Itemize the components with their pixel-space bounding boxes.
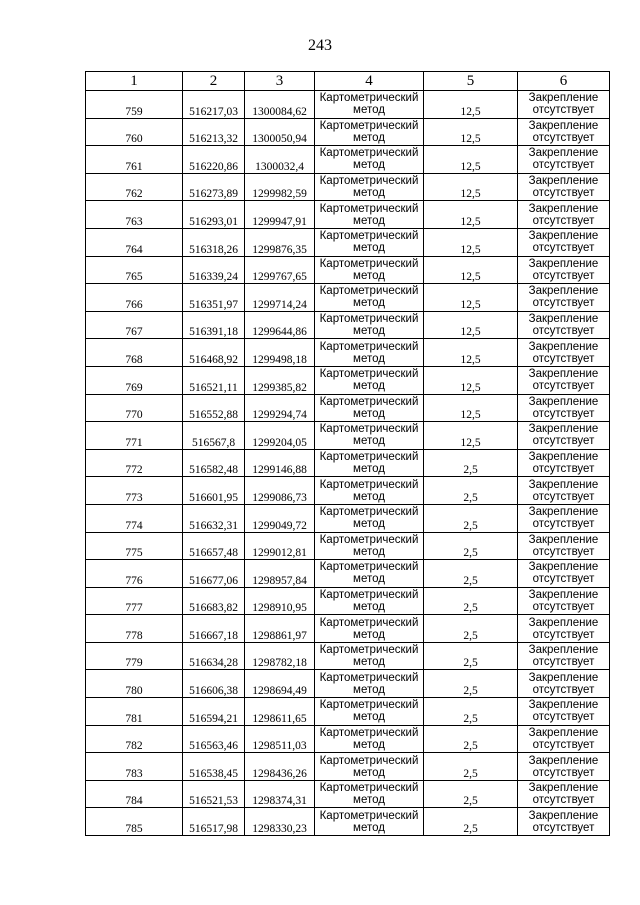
fixation-cell: Закрепление отсутствует bbox=[518, 422, 610, 450]
coordinates-table bbox=[85, 71, 610, 836]
table-row bbox=[86, 753, 610, 781]
table-row bbox=[86, 118, 610, 146]
method-cell: Картометрический метод bbox=[315, 118, 424, 146]
accuracy-cell: 2,5 bbox=[424, 504, 518, 532]
point-number-cell: 776 bbox=[86, 560, 183, 588]
fixation-cell: Закрепление отсутствует bbox=[518, 615, 610, 643]
y-coordinate-cell: 1298330,23 bbox=[245, 808, 315, 836]
x-coordinate-cell: 516293,01 bbox=[183, 201, 245, 229]
y-coordinate-cell: 1299644,86 bbox=[245, 311, 315, 339]
table-row bbox=[86, 642, 610, 670]
accuracy-cell: 2,5 bbox=[424, 587, 518, 615]
y-coordinate-cell: 1299086,73 bbox=[245, 477, 315, 505]
x-coordinate-cell: 516667,18 bbox=[183, 615, 245, 643]
accuracy-cell: 2,5 bbox=[424, 725, 518, 753]
fixation-cell: Закрепление отсутствует bbox=[518, 670, 610, 698]
table-row bbox=[86, 91, 610, 119]
method-cell: Картометрический метод bbox=[315, 780, 424, 808]
accuracy-cell: 12,5 bbox=[424, 118, 518, 146]
point-number-cell: 777 bbox=[86, 587, 183, 615]
point-number-cell: 760 bbox=[86, 118, 183, 146]
table-row bbox=[86, 228, 610, 256]
x-coordinate-cell: 516632,31 bbox=[183, 504, 245, 532]
table-row bbox=[86, 808, 610, 836]
accuracy-cell: 2,5 bbox=[424, 615, 518, 643]
y-coordinate-cell: 1298374,31 bbox=[245, 780, 315, 808]
table-row bbox=[86, 780, 610, 808]
y-coordinate-cell: 1298861,97 bbox=[245, 615, 315, 643]
accuracy-cell: 2,5 bbox=[424, 642, 518, 670]
method-cell: Картометрический метод bbox=[315, 753, 424, 781]
accuracy-cell: 2,5 bbox=[424, 449, 518, 477]
y-coordinate-cell: 1299947,91 bbox=[245, 201, 315, 229]
table-row bbox=[86, 201, 610, 229]
x-coordinate-cell: 516552,88 bbox=[183, 394, 245, 422]
point-number-cell: 767 bbox=[86, 311, 183, 339]
accuracy-cell: 12,5 bbox=[424, 256, 518, 284]
point-number-cell: 782 bbox=[86, 725, 183, 753]
point-number-cell: 778 bbox=[86, 615, 183, 643]
point-number-cell: 771 bbox=[86, 422, 183, 450]
y-coordinate-cell: 1298511,03 bbox=[245, 725, 315, 753]
accuracy-cell: 12,5 bbox=[424, 366, 518, 394]
accuracy-cell: 2,5 bbox=[424, 808, 518, 836]
fixation-cell: Закрепление отсутствует bbox=[518, 228, 610, 256]
method-cell: Картометрический метод bbox=[315, 560, 424, 588]
y-coordinate-cell: 1299012,81 bbox=[245, 532, 315, 560]
fixation-cell: Закрепление отсутствует bbox=[518, 532, 610, 560]
point-number-cell: 770 bbox=[86, 394, 183, 422]
x-coordinate-cell: 516634,28 bbox=[183, 642, 245, 670]
fixation-cell: Закрепление отсутствует bbox=[518, 118, 610, 146]
accuracy-cell: 2,5 bbox=[424, 670, 518, 698]
x-coordinate-cell: 516339,24 bbox=[183, 256, 245, 284]
method-cell: Картометрический метод bbox=[315, 228, 424, 256]
fixation-cell: Закрепление отсутствует bbox=[518, 477, 610, 505]
table-row bbox=[86, 394, 610, 422]
method-cell: Картометрический метод bbox=[315, 504, 424, 532]
page-number: 243 bbox=[308, 37, 332, 54]
point-number-cell: 768 bbox=[86, 339, 183, 367]
fixation-cell: Закрепление отсутствует bbox=[518, 780, 610, 808]
fixation-cell: Закрепление отсутствует bbox=[518, 311, 610, 339]
point-number-cell: 773 bbox=[86, 477, 183, 505]
accuracy-cell: 12,5 bbox=[424, 339, 518, 367]
accuracy-cell: 12,5 bbox=[424, 201, 518, 229]
x-coordinate-cell: 516683,82 bbox=[183, 587, 245, 615]
x-coordinate-cell: 516606,38 bbox=[183, 670, 245, 698]
method-cell: Картометрический метод bbox=[315, 587, 424, 615]
table-row bbox=[86, 146, 610, 174]
table-row bbox=[86, 173, 610, 201]
y-coordinate-cell: 1298611,65 bbox=[245, 698, 315, 726]
x-coordinate-cell: 516517,98 bbox=[183, 808, 245, 836]
x-coordinate-cell: 516468,92 bbox=[183, 339, 245, 367]
fixation-cell: Закрепление отсутствует bbox=[518, 504, 610, 532]
point-number-cell: 774 bbox=[86, 504, 183, 532]
table-row bbox=[86, 311, 610, 339]
method-cell: Картометрический метод bbox=[315, 339, 424, 367]
point-number-cell: 759 bbox=[86, 91, 183, 119]
x-coordinate-cell: 516391,18 bbox=[183, 311, 245, 339]
column-header: 5 bbox=[424, 72, 518, 91]
accuracy-cell: 12,5 bbox=[424, 284, 518, 312]
x-coordinate-cell: 516538,45 bbox=[183, 753, 245, 781]
method-cell: Картометрический метод bbox=[315, 394, 424, 422]
y-coordinate-cell: 1299714,24 bbox=[245, 284, 315, 312]
x-coordinate-cell: 516677,06 bbox=[183, 560, 245, 588]
x-coordinate-cell: 516582,48 bbox=[183, 449, 245, 477]
method-cell: Картометрический метод bbox=[315, 311, 424, 339]
y-coordinate-cell: 1299049,72 bbox=[245, 504, 315, 532]
table-row bbox=[86, 449, 610, 477]
point-number-cell: 765 bbox=[86, 256, 183, 284]
method-cell: Картометрический метод bbox=[315, 615, 424, 643]
table-row bbox=[86, 587, 610, 615]
table-row bbox=[86, 284, 610, 312]
point-number-cell: 769 bbox=[86, 366, 183, 394]
y-coordinate-cell: 1299982,59 bbox=[245, 173, 315, 201]
x-coordinate-cell: 516521,53 bbox=[183, 780, 245, 808]
x-coordinate-cell: 516351,97 bbox=[183, 284, 245, 312]
method-cell: Картометрический метод bbox=[315, 173, 424, 201]
y-coordinate-cell: 1298910,95 bbox=[245, 587, 315, 615]
accuracy-cell: 12,5 bbox=[424, 146, 518, 174]
point-number-cell: 775 bbox=[86, 532, 183, 560]
y-coordinate-cell: 1299876,35 bbox=[245, 228, 315, 256]
y-coordinate-cell: 1298436,26 bbox=[245, 753, 315, 781]
y-coordinate-cell: 1299146,88 bbox=[245, 449, 315, 477]
method-cell: Картометрический метод bbox=[315, 201, 424, 229]
y-coordinate-cell: 1298694,49 bbox=[245, 670, 315, 698]
accuracy-cell: 2,5 bbox=[424, 477, 518, 505]
accuracy-cell: 2,5 bbox=[424, 532, 518, 560]
fixation-cell: Закрепление отсутствует bbox=[518, 587, 610, 615]
accuracy-cell: 2,5 bbox=[424, 780, 518, 808]
fixation-cell: Закрепление отсутствует bbox=[518, 201, 610, 229]
table-row bbox=[86, 725, 610, 753]
point-number-cell: 762 bbox=[86, 173, 183, 201]
method-cell: Картометрический метод bbox=[315, 449, 424, 477]
method-cell: Картометрический метод bbox=[315, 366, 424, 394]
y-coordinate-cell: 1299498,18 bbox=[245, 339, 315, 367]
column-header: 4 bbox=[315, 72, 424, 91]
point-number-cell: 780 bbox=[86, 670, 183, 698]
method-cell: Картометрический метод bbox=[315, 477, 424, 505]
y-coordinate-cell: 1300050,94 bbox=[245, 118, 315, 146]
point-number-cell: 766 bbox=[86, 284, 183, 312]
table-row bbox=[86, 560, 610, 588]
fixation-cell: Закрепление отсутствует bbox=[518, 449, 610, 477]
table-row bbox=[86, 698, 610, 726]
point-number-cell: 785 bbox=[86, 808, 183, 836]
table-row bbox=[86, 366, 610, 394]
y-coordinate-cell: 1300032,4 bbox=[245, 146, 315, 174]
method-cell: Картометрический метод bbox=[315, 422, 424, 450]
y-coordinate-cell: 1299294,74 bbox=[245, 394, 315, 422]
fixation-cell: Закрепление отсутствует bbox=[518, 698, 610, 726]
accuracy-cell: 2,5 bbox=[424, 560, 518, 588]
method-cell: Картометрический метод bbox=[315, 698, 424, 726]
method-cell: Картометрический метод bbox=[315, 256, 424, 284]
x-coordinate-cell: 516567,8 bbox=[183, 422, 245, 450]
fixation-cell: Закрепление отсутствует bbox=[518, 394, 610, 422]
method-cell: Картометрический метод bbox=[315, 725, 424, 753]
fixation-cell: Закрепление отсутствует bbox=[518, 725, 610, 753]
table-header-row bbox=[86, 72, 610, 91]
method-cell: Картометрический метод bbox=[315, 146, 424, 174]
fixation-cell: Закрепление отсутствует bbox=[518, 339, 610, 367]
point-number-cell: 783 bbox=[86, 753, 183, 781]
point-number-cell: 781 bbox=[86, 698, 183, 726]
point-number-cell: 784 bbox=[86, 780, 183, 808]
y-coordinate-cell: 1298957,84 bbox=[245, 560, 315, 588]
table-row bbox=[86, 256, 610, 284]
fixation-cell: Закрепление отсутствует bbox=[518, 753, 610, 781]
x-coordinate-cell: 516273,89 bbox=[183, 173, 245, 201]
method-cell: Картометрический метод bbox=[315, 284, 424, 312]
method-cell: Картометрический метод bbox=[315, 642, 424, 670]
fixation-cell: Закрепление отсутствует bbox=[518, 91, 610, 119]
x-coordinate-cell: 516217,03 bbox=[183, 91, 245, 119]
column-header: 1 bbox=[86, 72, 183, 91]
accuracy-cell: 12,5 bbox=[424, 91, 518, 119]
x-coordinate-cell: 516220,86 bbox=[183, 146, 245, 174]
accuracy-cell: 2,5 bbox=[424, 698, 518, 726]
fixation-cell: Закрепление отсутствует bbox=[518, 642, 610, 670]
x-coordinate-cell: 516318,26 bbox=[183, 228, 245, 256]
y-coordinate-cell: 1299204,05 bbox=[245, 422, 315, 450]
accuracy-cell: 12,5 bbox=[424, 311, 518, 339]
accuracy-cell: 2,5 bbox=[424, 753, 518, 781]
fixation-cell: Закрепление отсутствует bbox=[518, 366, 610, 394]
fixation-cell: Закрепление отсутствует bbox=[518, 560, 610, 588]
point-number-cell: 779 bbox=[86, 642, 183, 670]
point-number-cell: 761 bbox=[86, 146, 183, 174]
fixation-cell: Закрепление отсутствует bbox=[518, 173, 610, 201]
x-coordinate-cell: 516657,48 bbox=[183, 532, 245, 560]
method-cell: Картометрический метод bbox=[315, 670, 424, 698]
y-coordinate-cell: 1298782,18 bbox=[245, 642, 315, 670]
fixation-cell: Закрепление отсутствует bbox=[518, 146, 610, 174]
y-coordinate-cell: 1300084,62 bbox=[245, 91, 315, 119]
fixation-cell: Закрепление отсутствует bbox=[518, 256, 610, 284]
method-cell: Картометрический метод bbox=[315, 532, 424, 560]
accuracy-cell: 12,5 bbox=[424, 173, 518, 201]
column-header: 3 bbox=[245, 72, 315, 91]
accuracy-cell: 12,5 bbox=[424, 422, 518, 450]
x-coordinate-cell: 516601,95 bbox=[183, 477, 245, 505]
accuracy-cell: 12,5 bbox=[424, 394, 518, 422]
method-cell: Картометрический метод bbox=[315, 91, 424, 119]
accuracy-cell: 12,5 bbox=[424, 228, 518, 256]
y-coordinate-cell: 1299767,65 bbox=[245, 256, 315, 284]
x-coordinate-cell: 516594,21 bbox=[183, 698, 245, 726]
point-number-cell: 764 bbox=[86, 228, 183, 256]
x-coordinate-cell: 516213,32 bbox=[183, 118, 245, 146]
x-coordinate-cell: 516563,46 bbox=[183, 725, 245, 753]
table-row bbox=[86, 615, 610, 643]
fixation-cell: Закрепление отсутствует bbox=[518, 284, 610, 312]
table-row bbox=[86, 504, 610, 532]
point-number-cell: 772 bbox=[86, 449, 183, 477]
fixation-cell: Закрепление отсутствует bbox=[518, 808, 610, 836]
x-coordinate-cell: 516521,11 bbox=[183, 366, 245, 394]
table-row bbox=[86, 532, 610, 560]
table-row bbox=[86, 477, 610, 505]
method-cell: Картометрический метод bbox=[315, 808, 424, 836]
table-row bbox=[86, 422, 610, 450]
y-coordinate-cell: 1299385,82 bbox=[245, 366, 315, 394]
column-header: 2 bbox=[183, 72, 245, 91]
table-row bbox=[86, 339, 610, 367]
table-row bbox=[86, 670, 610, 698]
point-number-cell: 763 bbox=[86, 201, 183, 229]
column-header: 6 bbox=[518, 72, 610, 91]
